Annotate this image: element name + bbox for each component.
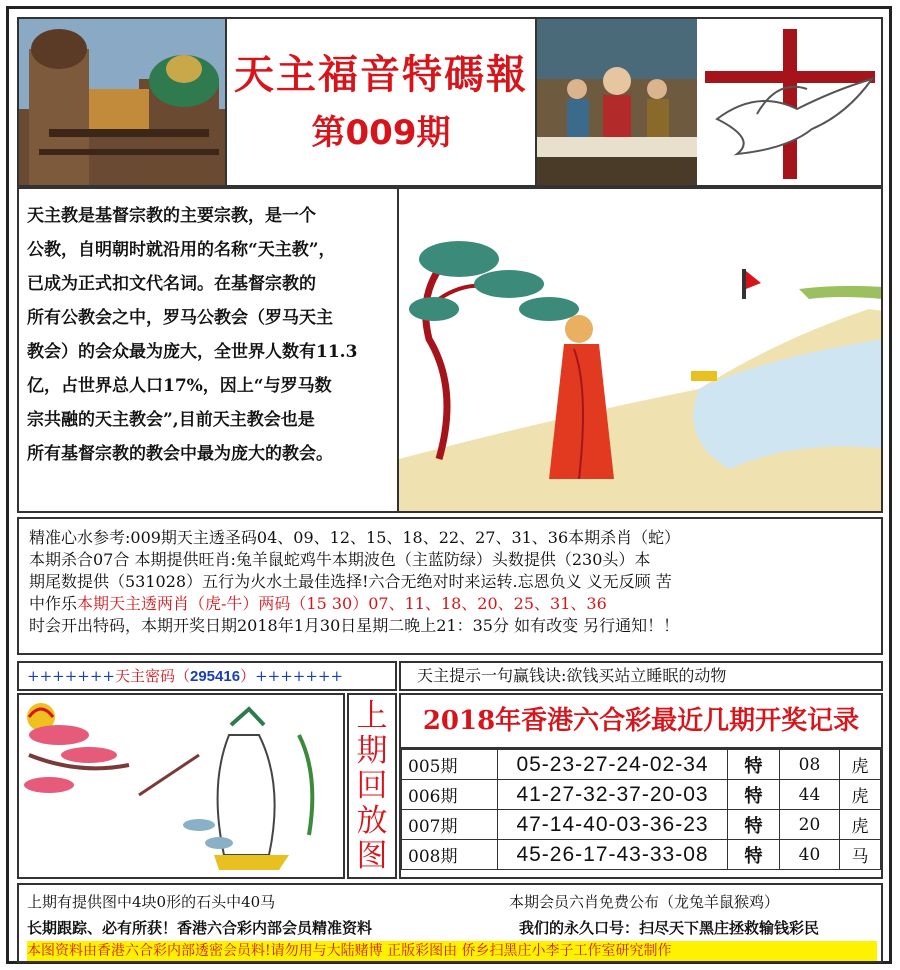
- replay-label-char: 图: [356, 838, 388, 874]
- info-line: 精准心水参考:009期天主透圣码04、09、12、15、18、22、27、31、36本期杀肖（蛇）: [29, 528, 681, 547]
- header-title: 天主福音特碼報: [234, 52, 528, 98]
- article-box: [17, 187, 883, 513]
- record-special-label: 特: [728, 810, 780, 840]
- hint-text: 天主提示一句赢钱诀:欲钱买站立睡眠的动物: [417, 666, 727, 685]
- footer-text: 上期有提供图中4块0形的石头中40马: [27, 893, 276, 911]
- article-line: 天主教是基督宗教的主要宗教，是一个: [27, 206, 316, 226]
- page-frame: [6, 6, 892, 964]
- info-line: 时会开出特码，本期开奖日期2018年1月30日星期二晚上21：35分 如有改变 另行通知！！: [29, 616, 680, 635]
- cross-dove-logo: [697, 19, 883, 185]
- replay-illustration: [19, 695, 343, 877]
- record-special: 40: [780, 840, 840, 870]
- article-text: [27, 199, 387, 471]
- info-box: [17, 517, 883, 655]
- replay-label-char: 上: [356, 698, 388, 734]
- record-numbers: 47-14-40-03-36-23: [498, 810, 728, 840]
- highlight-text: 本期天主透两肖（虎-牛）两码（15 30）07、11、18、20、25、31、36: [77, 594, 607, 613]
- record-row: [402, 780, 881, 810]
- footer-text: 本期会员六肖免费公布（龙兔羊鼠猴鸡）: [509, 893, 780, 911]
- secret-box: [17, 661, 397, 691]
- record-zodiac: 虎: [840, 810, 881, 840]
- replay-label-box: [347, 693, 397, 879]
- record-zodiac: 虎: [840, 750, 881, 780]
- record-zodiac: 马: [840, 840, 881, 870]
- replay-image-box: [17, 693, 345, 879]
- record-row: [402, 810, 881, 840]
- record-numbers: 41-27-32-37-20-03: [498, 780, 728, 810]
- info-text: 中作乐: [29, 594, 78, 613]
- record-numbers: 05-23-27-24-02-34: [498, 750, 728, 780]
- record-special-label: 特: [728, 840, 780, 870]
- records-title: 2018年香港六合彩最近几期开奖记录: [401, 695, 881, 749]
- footer-box: [17, 883, 883, 963]
- article-line: 宗共融的天主教会”,目前天主教会也是: [27, 410, 315, 430]
- secret-label: 天主密码（: [114, 667, 190, 685]
- replay-label-char: 放: [356, 803, 388, 839]
- church-photo: [19, 19, 227, 185]
- plus-decoration: +++++++: [255, 667, 344, 685]
- replay-label-char: 期: [356, 733, 388, 769]
- record-special: 20: [780, 810, 840, 840]
- record-special-label: 特: [728, 750, 780, 780]
- records-box: [399, 693, 883, 879]
- header-box: [17, 17, 883, 187]
- record-special-label: 特: [728, 780, 780, 810]
- plus-decoration: +++++++: [27, 667, 115, 685]
- record-numbers: 45-26-17-43-33-08: [498, 840, 728, 870]
- record-issue: 008期: [402, 840, 498, 870]
- replay-label-char: 回: [356, 768, 388, 804]
- article-line: 亿，占世界总人口17%，因上“与罗马数: [27, 376, 332, 396]
- record-special: 44: [780, 780, 840, 810]
- record-zodiac: 虎: [840, 780, 881, 810]
- article-line: 所有基督宗教的教会中最为庞大的教会。: [27, 444, 333, 464]
- issue-number: 第009期: [311, 113, 451, 153]
- info-line: 期尾数提供（531028）五行为火水土最佳选择!六合无绝对时来运转.忘恩负义 义无反顾 苦: [29, 572, 672, 591]
- last-supper-painting: [535, 19, 697, 185]
- record-issue: 006期: [402, 780, 498, 810]
- hint-box: [399, 661, 883, 691]
- article-line: 公教，自明朝时就沿用的名称“天主教”，: [27, 240, 336, 260]
- record-issue: 005期: [402, 750, 498, 780]
- footer-disclaimer: 本图资料由香港六合彩内部透密会员料!请勿用与大陆赌博 正版彩图由 侨乡扫黑庄小李子工作室研究制作: [27, 941, 877, 961]
- secret-close: ）: [240, 667, 256, 685]
- article-line: 所有公教会之中，罗马公教会（罗马天主: [27, 308, 333, 328]
- record-issue: 007期: [402, 810, 498, 840]
- traveler-illustration: [397, 189, 883, 511]
- article-line: 已成为正式扣文代名词。在基督宗教的: [27, 274, 316, 294]
- record-row: [402, 750, 881, 780]
- secret-code: 295416: [190, 668, 241, 685]
- footer-text: 我们的永久口号：扫尽天下黑庄拯救输钱彩民: [519, 919, 820, 937]
- article-line: 教会）的会众最为庞大，全世界人数有11.3: [27, 342, 358, 362]
- footer-text: 长期跟踪、必有所获！香港六合彩内部会员精准资料: [27, 919, 373, 937]
- info-line: 本期杀合07合 本期提供旺肖:兔羊鼠蛇鸡牛本期波色（主蓝防绿）头数提供（230头）本: [29, 550, 651, 569]
- record-special: 08: [780, 750, 840, 780]
- records-table: [401, 749, 881, 870]
- info-line: [29, 593, 871, 615]
- record-row: [402, 840, 881, 870]
